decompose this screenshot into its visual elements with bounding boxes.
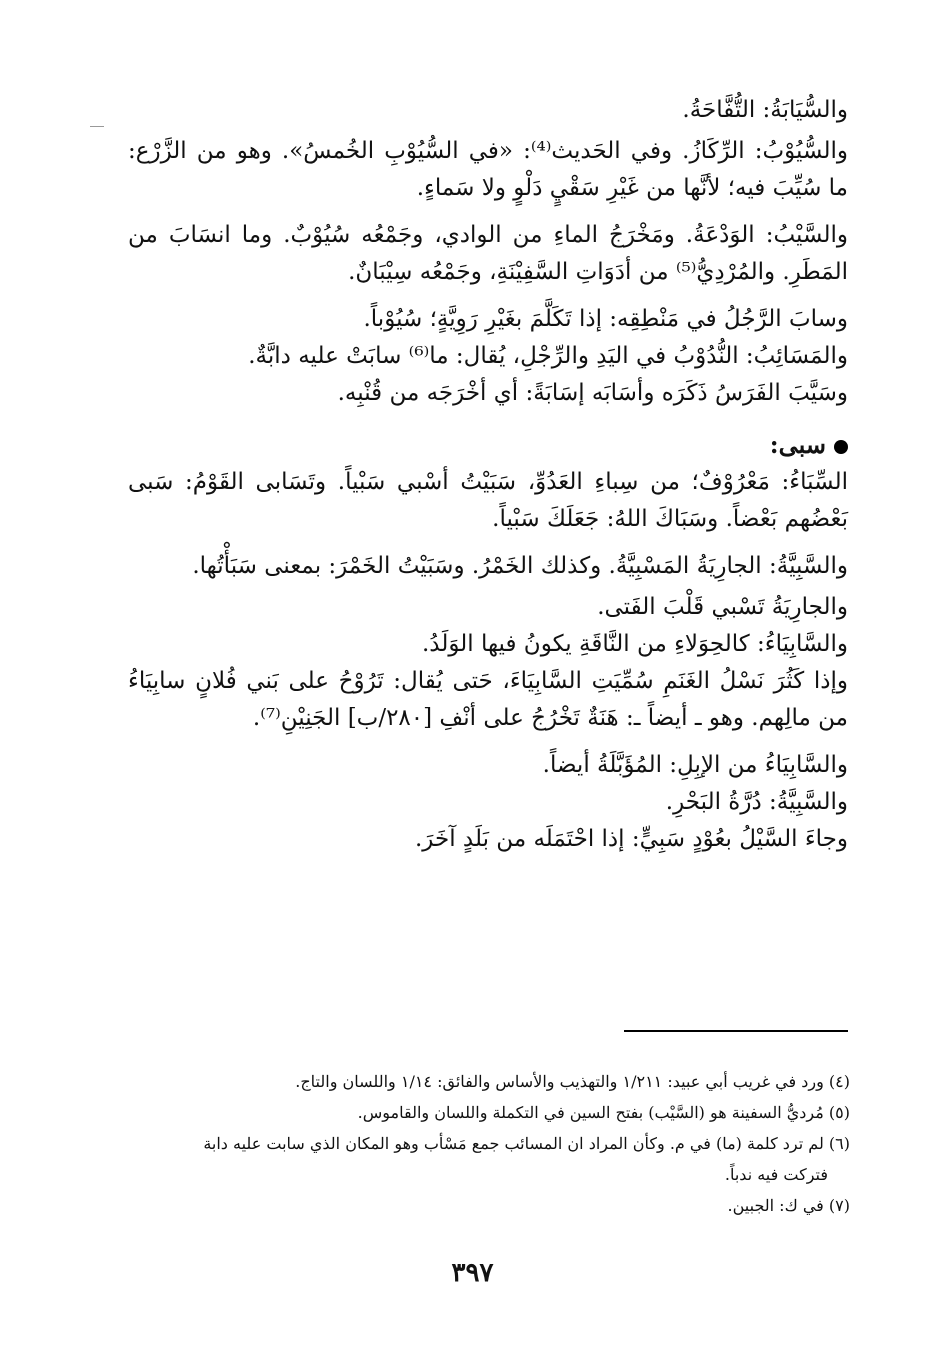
paragraph-ghanam: وإذا كَثُرَ نَسْلُ الغَنَمِ سُمِّيَتِ السَّابِيَاءَ، حَتى يُقال: تَرُوْحُ على بَني فُلانٍ سابِيَاءُ من مالِهم. وهو ـ أيضاً ـ: هَنَةٌ تَخْرُجُ على أنْفِ [٢٨٠/ب] الجَنِيْنِ⁽⁷⁾. <box>128 668 848 731</box>
paragraph-masaib: والمَسَائِبُ: النُّدُوْبُ في اليَدِ والرِّجْلِ، يُقال: ما⁽⁶⁾ سابَتْ عليه دابَّةٌ. <box>248 343 848 369</box>
entry-heading-label: سبى: <box>769 430 826 459</box>
paragraph-sabiyaa-ibil: والسَّابِيَاءُ من الإبِلِ: المُؤَبَّلَةُ أيضاً. <box>542 752 848 778</box>
footnote-4: (٤) ورد في غريب أبي عبيد: ١/٢١١ والتهذيب والأساس والفائق: ١/١٤ واللسان والتاج. <box>295 1072 850 1091</box>
paragraph-sabiyya: والسَّبِيَّةُ: الجارِيَةُ المَسْبِيَّةُ. وكذلك الخَمْرُ. وسَبَيْتُ الخَمْرَ: بمعنى سَبَأْتُها. <box>192 553 848 579</box>
paragraph-siyaba: والسُّيَابَةُ: التُّفَّاحَةُ. <box>682 97 848 123</box>
paragraph-sabiyya-bahr: والسَّبِيَّةُ: دُرَّةُ البَحْرِ. <box>665 789 848 815</box>
bullet-icon <box>834 440 848 454</box>
page-number: ٣٩٧ <box>451 1258 494 1288</box>
footnote-6-continuation: فتركت فيه ندباً. <box>724 1165 828 1184</box>
main-text <box>128 92 848 858</box>
paragraph-sayl: وجاءَ السَّيْلُ بعُوْدٍ سَبِيٍّ: إذا احْتَمَلَه من بَلَدٍ آخَرَ. <box>414 826 848 852</box>
paragraph-sayb: والسَّيْبُ: الوَدْعَةُ. ومَخْرَجُ الماءِ من الوادي، وجَمْعُه سُيُوْبٌ. وما انسَابَ من المَطَرِ. والمُرْدِيُّ⁽⁵⁾ من أدَوَاتِ السَّفِيْنَةِ، وجَمْعُه سِيْبَانٌ. <box>128 222 848 285</box>
footnote-7: (٧) في ك: الجبين. <box>727 1196 850 1215</box>
paragraph-sayyaba-faras: وسَيَّبَ الفَرَسُ ذَكَرَه وأسَابَه إسَابَةً: أي أخْرَجَه من قُنْبِه. <box>337 380 848 406</box>
entry-heading-saba <box>128 426 848 464</box>
margin-mark <box>90 126 104 127</box>
paragraph-saba-rajul: وسابَ الرَّجُلُ في مَنْطِقِه: إذا تَكَلَّمَ بغَيْرِ رَوِيَّةٍ؛ سُيُوْباً. <box>363 306 848 332</box>
footnote-divider <box>624 1030 848 1032</box>
paragraph-jariya: والجارِيَةُ تَسْبي قَلْبَ الفَتى. <box>597 594 848 620</box>
paragraph-suyub: والسُّيُوْبُ: الرِّكَازُ. وفي الحَديث⁽⁴⁾: «في السُّيُوْبِ الخُمسُ». وهو من الزَّرْع: ما سُيِّبَ فيه؛ لأنَّها من غَيْرِ سَقْيٍ دَلْوٍ ولا سَماءٍ. <box>128 138 848 201</box>
footnote-5: (٥) مُرديُّ السفينة هو (السَّيْب) بفتح السين في التكملة واللسان والقاموس. <box>357 1103 850 1122</box>
footnote-6: (٦) لم ترد كلمة (ما) في م. وكأن المراد ان المسائب جمع مَسْأب وهو المكان الذي سابت عليه دابة <box>203 1134 850 1153</box>
paragraph-sibaa: السِّبَاءُ: مَعْرُوْفٌ؛ من سِباءِ العَدُوِّ، سَبَيْتُ أسْبي سَبْياً. وتَسَابى القَوْمُ: سَبى بَعْضُهم بَعْضاً. وسَبَاكَ اللهُ: جَعَلَكَ سَبْياً. <box>128 469 848 532</box>
footnotes <box>128 1066 850 1221</box>
paragraph-sabiyaa: والسَّابِيَاءُ: كالحِوَلاءِ من النَّاقَةِ يكونُ فيها الوَلَدُ. <box>421 631 848 657</box>
